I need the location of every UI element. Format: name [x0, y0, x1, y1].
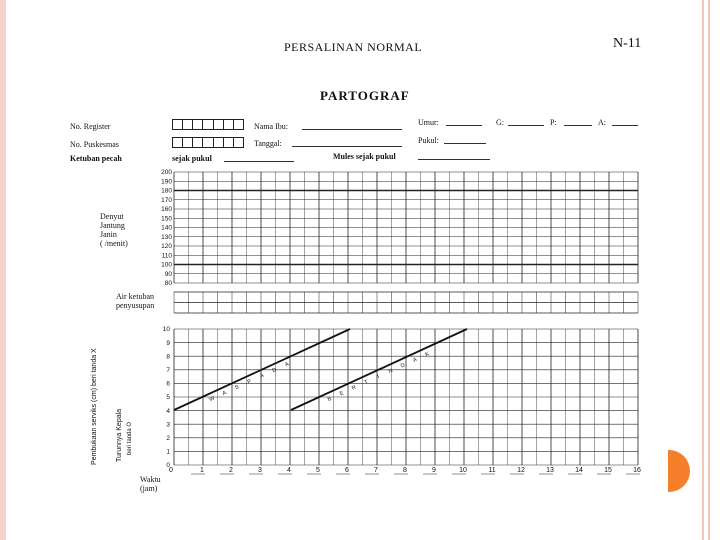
form-title: PARTOGRAF — [320, 88, 410, 103]
mules-sejak-label: Mules sejak pukul — [333, 152, 396, 161]
air-ketuban-grid — [174, 292, 638, 313]
diagonal-letter: D — [399, 362, 407, 370]
fhr-tick-label: 160 — [161, 206, 172, 214]
fhr-tick-label: 180 — [161, 187, 172, 195]
diagonal-letter: B — [326, 395, 333, 403]
fhr-tick-label: 120 — [161, 243, 172, 251]
diagonal-letter: I — [376, 374, 381, 381]
tanggal-label: Tanggal: — [254, 139, 282, 148]
diagonal-letter: S — [234, 384, 241, 392]
fhr-tick-label: 140 — [161, 224, 172, 232]
time-tick-label: 16 — [633, 467, 641, 474]
time-tick-label: 7 — [374, 467, 378, 474]
time-tick-label: 11 — [488, 467, 496, 474]
p-label: P: — [550, 118, 557, 127]
cervix-tick-label: 5 — [166, 394, 170, 402]
cervix-axis — [163, 326, 171, 469]
fhr-tick-label: 110 — [161, 252, 172, 260]
fhr-tick-label: 130 — [161, 233, 172, 241]
fhr-grid — [174, 172, 638, 283]
nama-ibu-label: Nama Ibu: — [254, 122, 288, 131]
time-tick-label: 1 — [200, 467, 204, 474]
diagonal-letter: E — [339, 390, 345, 398]
fhr-tick-label: 200 — [161, 169, 172, 177]
time-tick-label: 6 — [345, 467, 349, 474]
descent-axis-sublabel: beri tanda O — [127, 421, 133, 455]
air-ketuban-label: Air ketuban penyusupan — [116, 292, 155, 310]
time-tick-label: 3 — [258, 467, 262, 474]
time-axis — [169, 467, 641, 474]
fhr-tick-label: 150 — [161, 215, 172, 223]
fhr-tick-label: 90 — [164, 270, 172, 278]
sejak-pukul-label: sejak pukul — [172, 154, 212, 163]
time-tick-label: 8 — [403, 467, 407, 474]
ketuban-pecah-label: Ketuban pecah — [70, 154, 122, 163]
bertindak-label — [327, 351, 431, 403]
cervix-tick-label: 1 — [166, 448, 170, 456]
diagonal-letter: D — [271, 367, 278, 375]
time-tick-label: 15 — [604, 467, 612, 474]
time-tick-label: 4 — [287, 467, 291, 474]
document-header-title: PERSALINAN NORMAL — [284, 40, 423, 54]
fhr-tick-label: 80 — [164, 280, 172, 288]
time-tick-label: 5 — [316, 467, 320, 474]
cervix-grid — [174, 329, 638, 465]
diagonal-letter: N — [387, 367, 394, 376]
a-label: A: — [598, 118, 606, 127]
fhr-tick-label: 170 — [161, 196, 172, 204]
cervix-tick-label: 3 — [166, 421, 170, 429]
time-tick-label: 0 — [169, 467, 173, 474]
pukul-label: Pukul: — [418, 136, 439, 145]
diagonal-letter: A — [259, 372, 266, 380]
cervix-tick-label: 8 — [166, 353, 170, 361]
no-register-label: No. Register — [70, 122, 111, 131]
cervix-tick-label: 0 — [166, 462, 170, 470]
dilation-axis-label: Pembukaan serviks (cm) beri tanda X — [91, 348, 98, 465]
waktu-label: Waktu (jam) — [140, 475, 161, 493]
fhr-label: Denyut Jantung Janin ( /menit) — [100, 212, 128, 248]
diagonal-letter: A — [412, 356, 419, 364]
document-code: N-11 — [613, 36, 642, 51]
time-tick-label: 9 — [432, 467, 436, 474]
cervix-tick-label: 4 — [166, 407, 170, 415]
time-tick-label: 2 — [229, 467, 233, 474]
diagonal-letter: K — [424, 351, 431, 359]
time-tick-label: 12 — [517, 467, 525, 474]
umur-label: Umur: — [418, 118, 439, 127]
cervix-tick-label: 6 — [166, 380, 170, 388]
cervix-tick-label: 9 — [166, 339, 170, 347]
diagonal-letter: W — [208, 395, 216, 404]
diagonal-letter: P — [246, 378, 253, 386]
time-tick-label: 10 — [459, 467, 467, 474]
fhr-tick-label: 100 — [161, 261, 172, 269]
fhr-axis — [161, 169, 172, 287]
cervix-tick-label: 10 — [162, 326, 170, 334]
time-tick-label: 13 — [546, 467, 554, 474]
diagonal-letter: A — [221, 390, 228, 398]
diagonal-letter: T — [363, 379, 370, 387]
diagonal-letter: R — [351, 384, 358, 392]
cervix-tick-label: 7 — [166, 367, 170, 374]
fhr-tick-label: 190 — [161, 178, 172, 186]
cervix-tick-label: 2 — [166, 435, 170, 442]
diagonal-letter: A — [284, 361, 291, 369]
no-puskesmas-label: No. Puskesmas — [70, 140, 119, 149]
g-label: G: — [496, 118, 504, 127]
descent-axis-label: Turunnya Kepala — [116, 408, 123, 462]
time-tick-label: 14 — [575, 467, 583, 474]
